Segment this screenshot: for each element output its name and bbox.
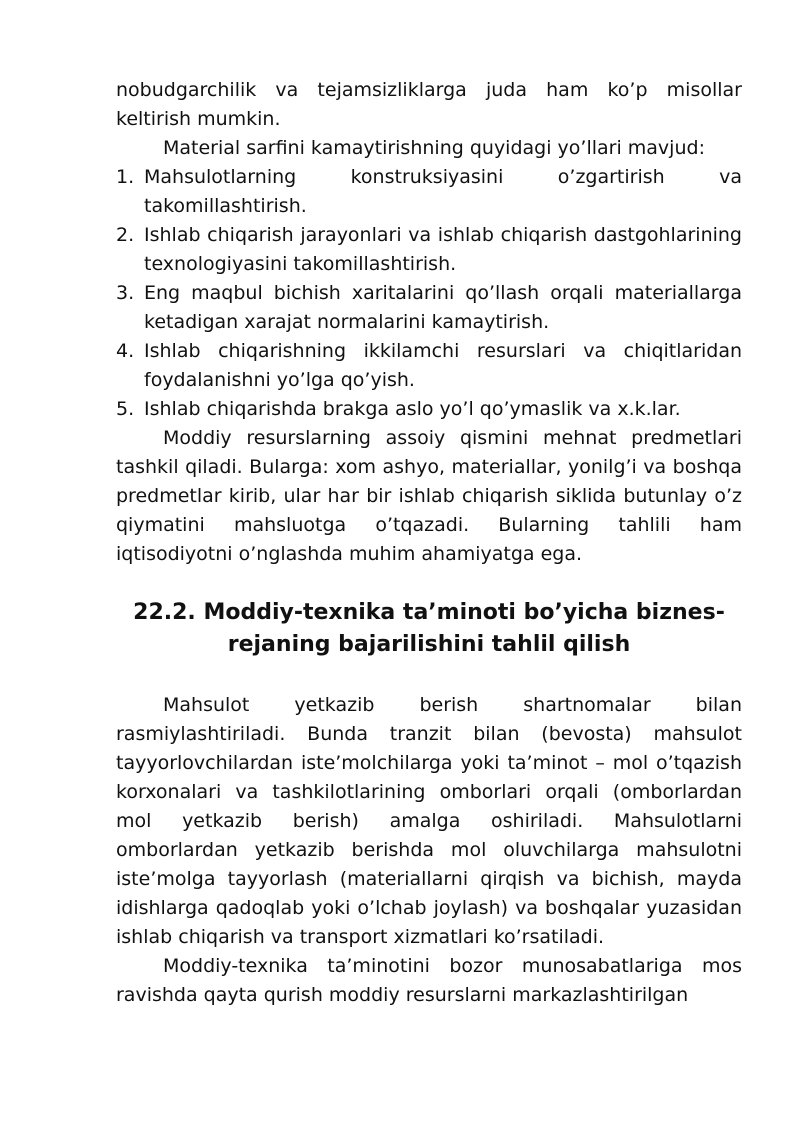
list-item-number: 1. [116, 166, 135, 188]
list-item-text: Eng maqbul bichish xaritalarini qo’llash orqali materiallarga ketadigan xarajat normalarini kamaytirish. [144, 282, 742, 333]
list-item [116, 337, 742, 395]
numbered-list [116, 163, 742, 424]
list-item [116, 163, 742, 221]
list-item-text: Mahsulotlarning konstruksiyasini o’zgartirish va takomillashtirish. [144, 166, 742, 217]
document-page [116, 76, 742, 1010]
section-heading: 22.2. Moddiy-texnika ta’minoti bo’yicha biznes-rejaning bajarilishini tahlil qilish [133, 600, 725, 657]
list-item-text: Ishlab chiqarish jarayonlari va ishlab chiqarish dastgohlarining texnologiyasini takomillashtirish. [144, 224, 742, 275]
paragraph-labor-objects: Moddiy resurslarning assoiy qismini mehnat predmetlari tashkil qiladi. Bularga: xom ashyo, materiallar, yonilg’i va boshqa predmetlar kirib, ular har bir ishlab chiqarish siklida butunlay o’z qiymatini mahsluotga o’tqazadi. Bularning tahlili ham iqtisodiyotni o’nglashda muhim ahamiyatga ega. [116, 427, 742, 565]
paragraph-list-lead: Material sarfini kamaytirishning quyidagi yo’llari mavjud: [163, 137, 705, 159]
paragraph-intro-tail: nobudgarchilik va tejamsizliklarga juda ham ko’p misollar keltirish mumkin. [116, 79, 742, 130]
paragraph-restructuring: Moddiy-texnika ta’minotini bozor munosabatlariga mos ravishda qayta qurish moddiy resurslarni markazlashtirilgan [116, 955, 742, 1006]
list-item-number: 5. [116, 398, 135, 420]
list-item-number: 2. [116, 224, 135, 246]
list-item-number: 4. [116, 340, 135, 362]
list-item [116, 395, 742, 424]
list-item-number: 3. [116, 282, 135, 304]
list-item [116, 279, 742, 337]
list-item-text: Ishlab chiqarishning ikkilamchi resurslari va chiqitlaridan foydalanishni yo’lga qo’yish. [144, 340, 742, 391]
paragraph-delivery: Mahsulot yetkazib berish shartnomalar bilan rasmiylashtiriladi. Bunda tranzit bilan (bevosta) mahsulot tayyorlovchilardan iste’molchilarga yoki ta’minot – mol o’tqazish korxonalari va tashkilotlarining omborlari orqali (omborlardan mol yetkazib berish) amalga oshiriladi. Mahsulotlarni omborlardan yetkazib berishda mol oluvchilarga mahsulotni iste’molga tayyorlash (materiallarni qirqish va bichish, mayda idishlarga qadoqlab yoki o’lchab joylash) va boshqalar yuzasidan ishlab chiqarish va transport xizmatlari ko’rsatiladi. [116, 694, 742, 948]
list-item-text: Ishlab chiqarishda brakga aslo yo’l qo’ymaslik va x.k.lar. [144, 398, 681, 420]
list-item [116, 221, 742, 279]
